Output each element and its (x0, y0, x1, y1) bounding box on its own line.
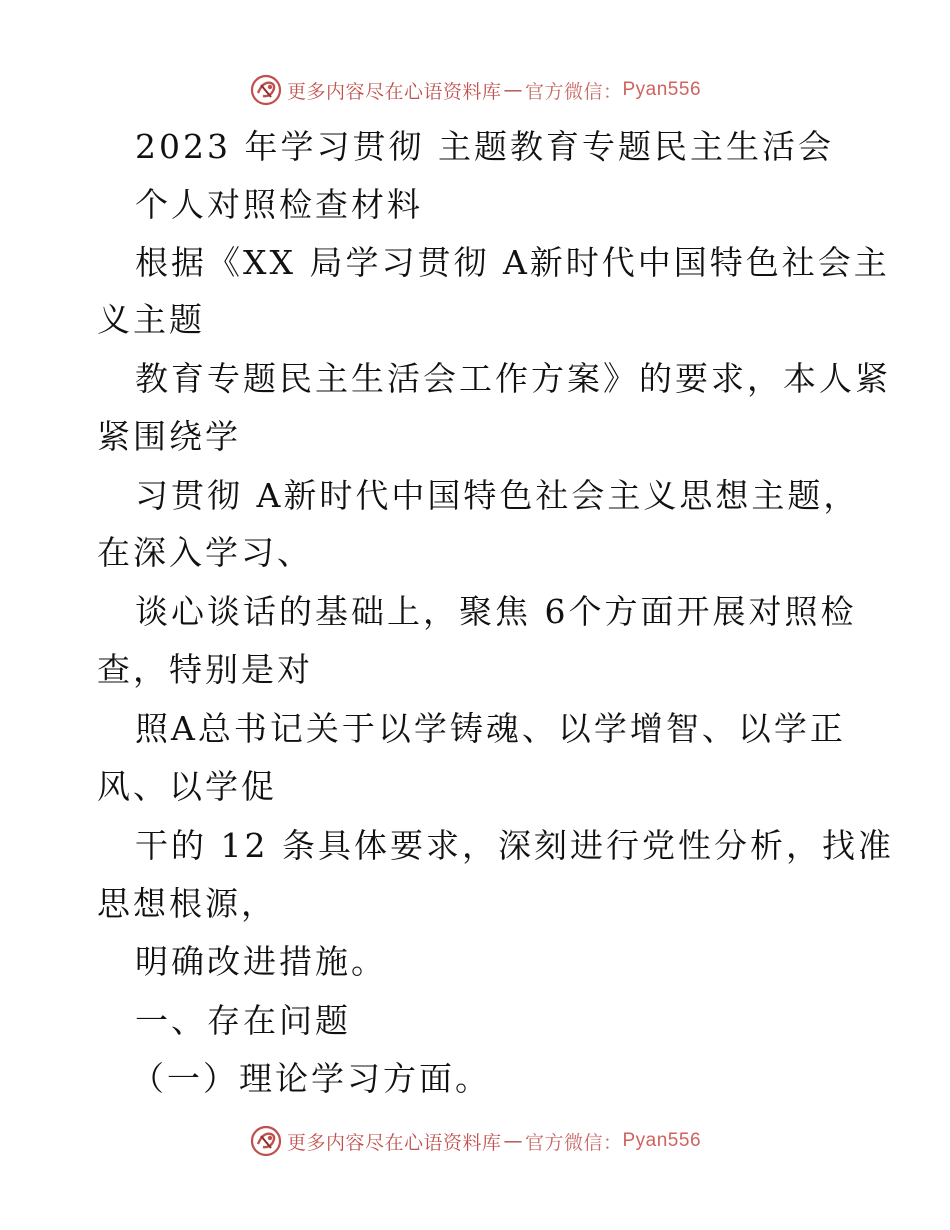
paragraph-line: 风、以学促 (97, 767, 277, 806)
document-subtitle: 个人对照检查材料 (135, 185, 423, 224)
document-title: 2023 年学习贯彻 主题教育专题民主生活会 (135, 127, 834, 166)
watermark-wechat-label: 官方微信： (524, 1131, 623, 1154)
paragraph-line: 义主题 (97, 300, 205, 339)
paragraph-line: 在深入学习、 (97, 533, 313, 572)
watermark-wechat-id: Pyan556 (622, 1130, 702, 1151)
watermark-text: 更多内容尽在心语资料库 (286, 80, 502, 103)
paragraph-line: 教育专题民主生活会工作方案》的要求，本人紧 (135, 359, 891, 398)
footer-watermark (0, 1121, 950, 1161)
paragraph-line: 查，特别是对 (97, 650, 313, 689)
paragraph-line: 根据《XX 局学习贯彻 A新时代中国特色社会主 (135, 243, 890, 282)
paragraph-line: 照A总书记关于以学铸魂、以学增智、以学正 (135, 709, 846, 748)
library-logo-icon (249, 1124, 283, 1158)
paragraph-line: 干的 12 条具体要求，深刻进行党性分析，找准 (135, 826, 894, 865)
watermark-text: 更多内容尽在心语资料库 (286, 1131, 502, 1154)
watermark-separator: — (503, 1130, 523, 1152)
paragraph-line: 思想根源， (97, 884, 277, 923)
watermark-wechat-id: Pyan556 (622, 79, 702, 100)
watermark-wechat-label: 官方微信： (524, 80, 623, 103)
section-heading: 一、存在问题 (135, 1001, 351, 1040)
paragraph-line: 紧围绕学 (97, 417, 241, 456)
paragraph-line: 习贯彻 A新时代中国特色社会主义思想主题， (135, 476, 860, 515)
paragraph-line: 谈心谈话的基础上，聚焦 6个方面开展对照检 (135, 592, 857, 631)
subsection-heading: （一）理论学习方面。 (131, 1059, 491, 1098)
paragraph-line: 明确改进措施。 (135, 942, 387, 981)
watermark-separator: — (503, 79, 523, 101)
